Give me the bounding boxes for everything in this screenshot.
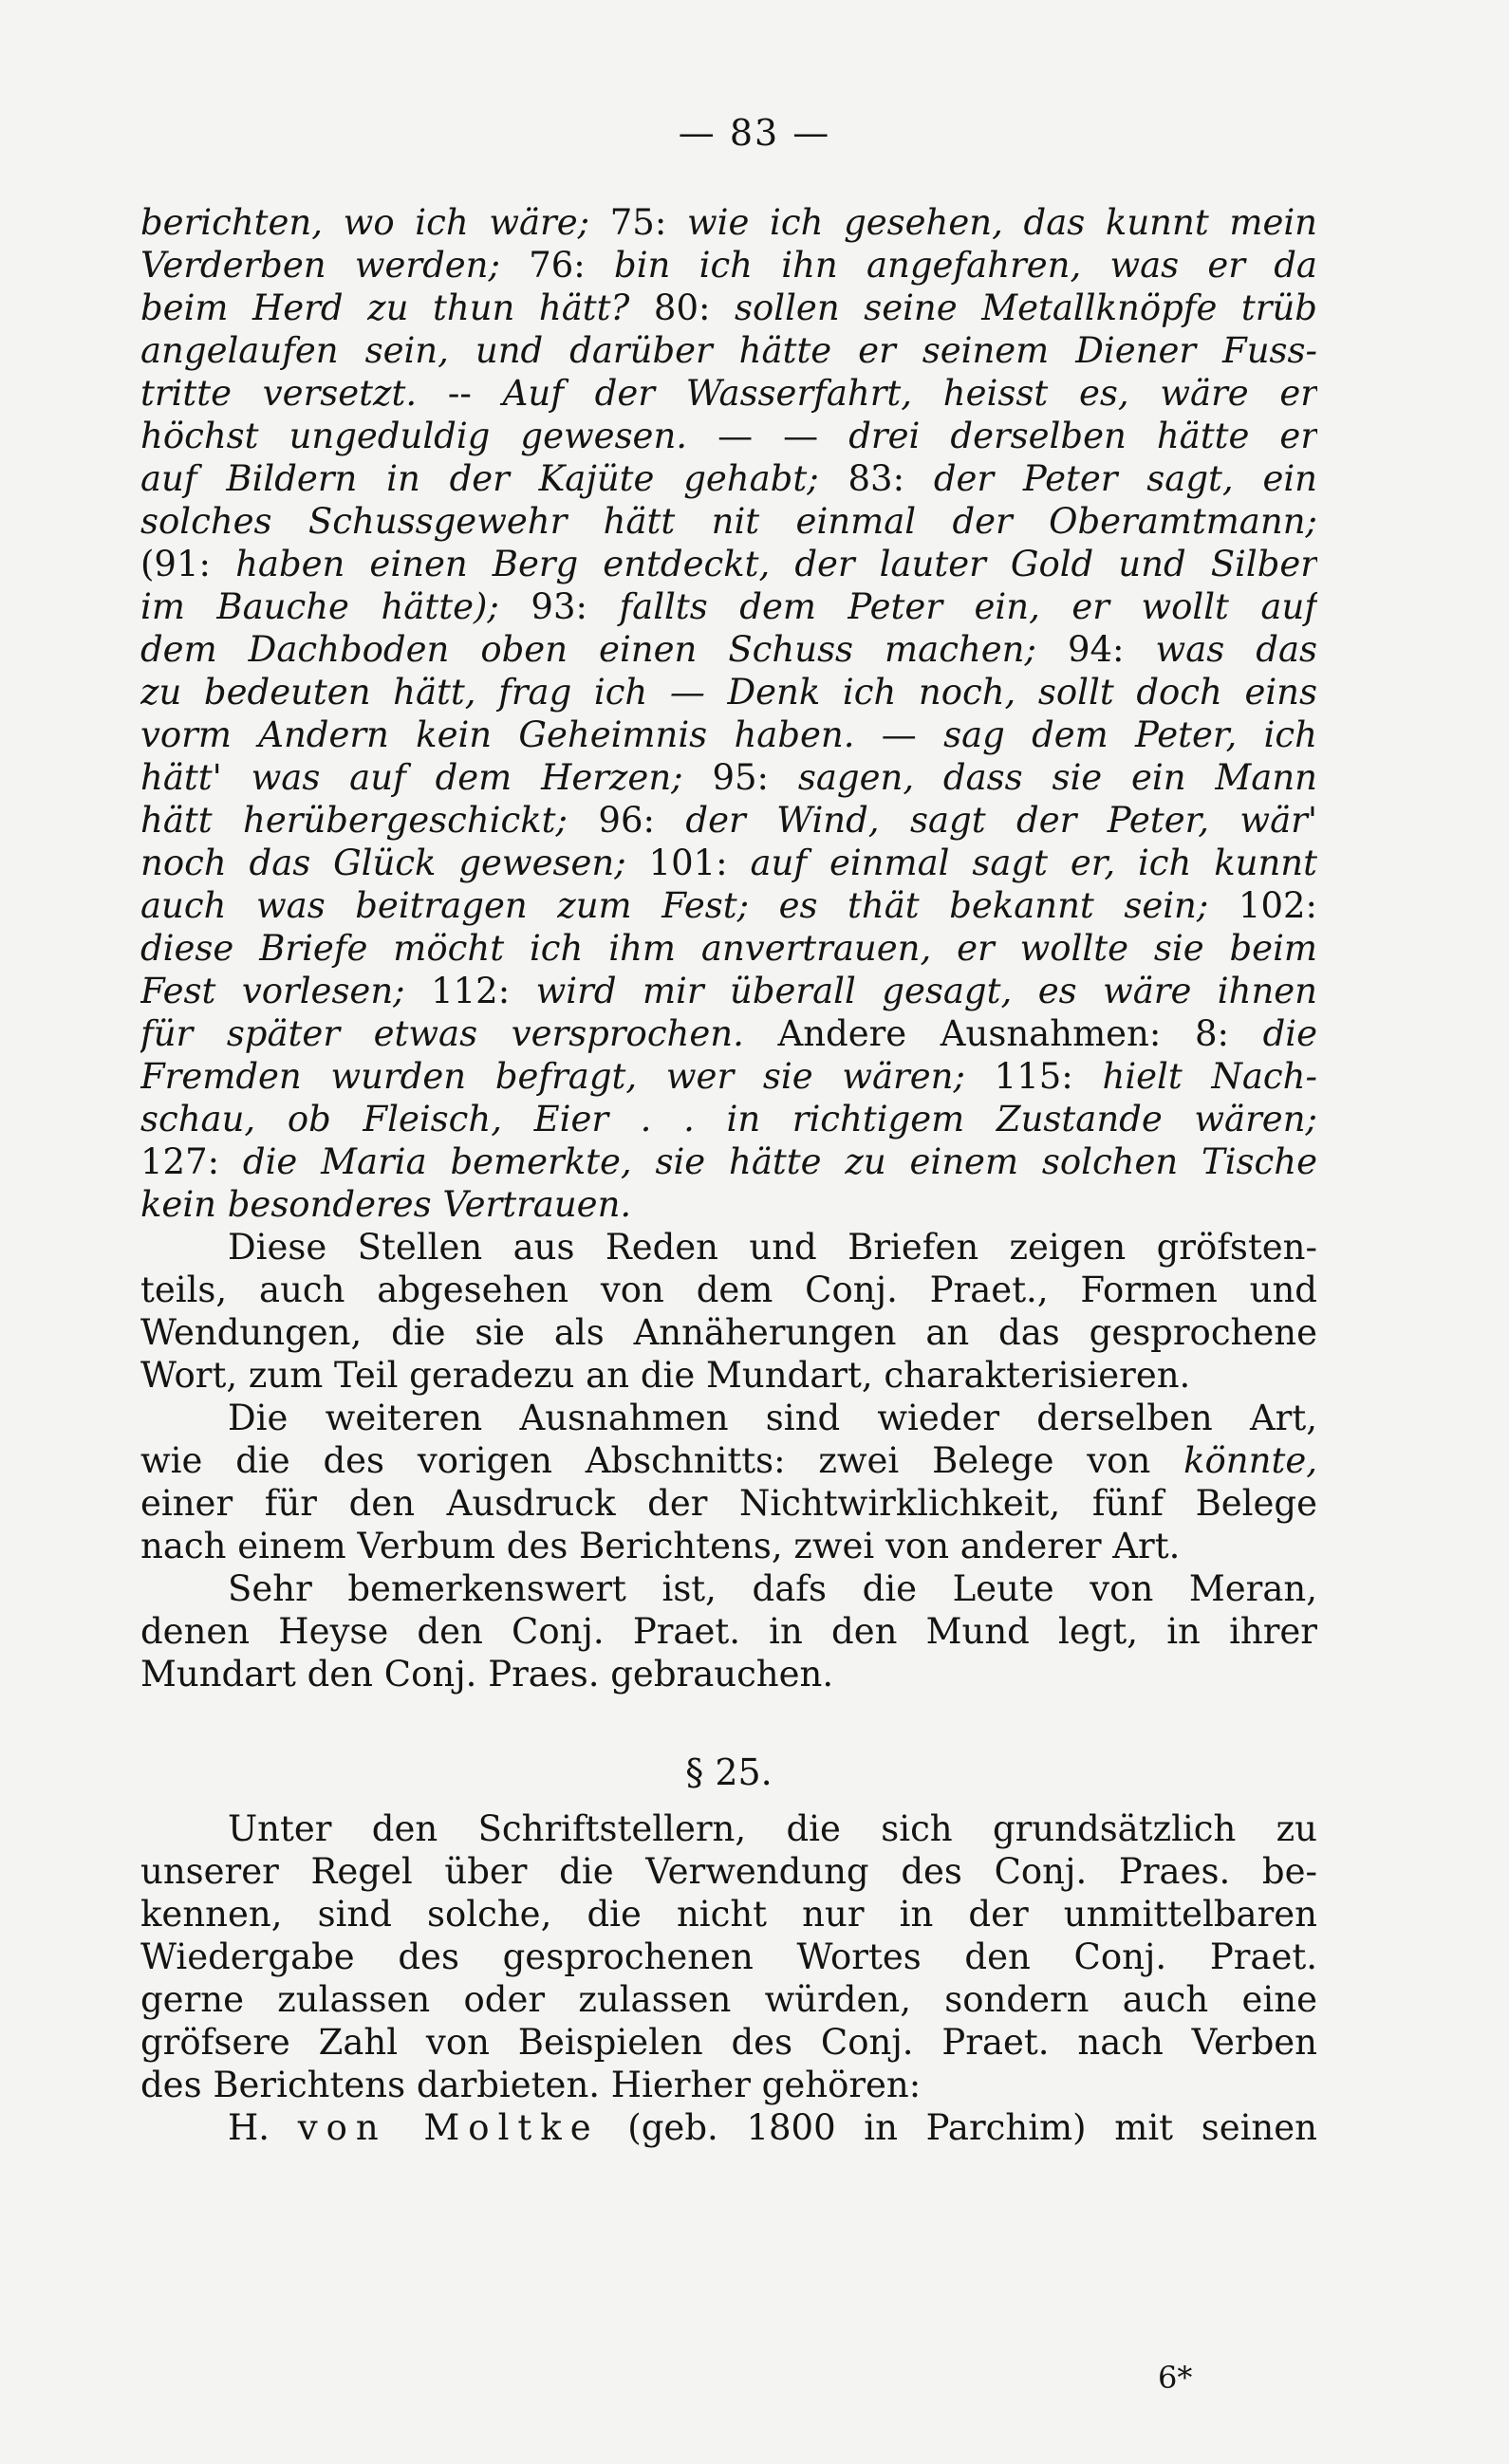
text-segment: einer für den Ausdruck der Nichtwirklichkeit, fünf Belege bbox=[140, 1483, 1317, 1524]
text-segment: H. bbox=[228, 2107, 298, 2148]
paragraph-moltke bbox=[140, 2106, 1317, 2149]
text-segment: auf einmal sagt er, ich kunnt bbox=[750, 843, 1317, 883]
text-segment: tritte versetzt. bbox=[140, 373, 448, 414]
text-line bbox=[140, 1978, 1317, 2021]
text-line bbox=[140, 1397, 1317, 1439]
text-line bbox=[140, 1140, 1317, 1183]
text-line bbox=[140, 1807, 1317, 1850]
text-segment: Sehr bemerkenswert ist, dafs die Leute von Meran, bbox=[228, 1568, 1317, 1609]
text-segment: Andere Ausnahmen: 8: bbox=[777, 1013, 1263, 1054]
text-line bbox=[140, 372, 1317, 415]
text-segment: die bbox=[1262, 1013, 1317, 1054]
text-segment: auf Bildern in der Kajüte gehabt; bbox=[140, 458, 848, 499]
text-segment: sollen seine Metallknöpfe trüb bbox=[735, 287, 1317, 328]
text-line bbox=[140, 329, 1317, 372]
text-line bbox=[140, 1311, 1317, 1354]
text-segment: fallts dem Peter ein, er wollt auf bbox=[619, 586, 1317, 627]
text-segment: gerne zulassen oder zulassen würden, sondern auch eine bbox=[140, 1979, 1317, 2020]
text-segment: schau, ob Fleisch, Eier . . in richtigem Zustande wären; bbox=[140, 1099, 1317, 1139]
text-segment: teils, auch abgesehen von dem Conj. Praet., Formen und bbox=[140, 1269, 1317, 1310]
text-segment: Diese Stellen aus Reden und Briefen zeigen gröfsten- bbox=[228, 1227, 1317, 1268]
text-segment: Auf der Wasserfahrt, heisst es, wäre er bbox=[502, 373, 1317, 414]
text-segment: im Bauche hätte); bbox=[140, 586, 531, 627]
text-segment: unserer Regel über die Verwendung des Conj. Praes. be- bbox=[140, 1851, 1317, 1892]
page-number: — 83 — bbox=[678, 112, 831, 154]
signature-mark: 6* bbox=[1158, 2360, 1193, 2396]
text-segment: denen Heyse den Conj. Praet. in den Mund legt, in ihrer bbox=[140, 1611, 1317, 1652]
text-segment: könnte, bbox=[1183, 1440, 1317, 1481]
text-line bbox=[140, 1055, 1317, 1098]
paragraph-exceptions bbox=[140, 1397, 1317, 1567]
text-segment: Verderben werden; bbox=[140, 245, 530, 286]
text-segment: vorm Andern kein Geheimnis haben. bbox=[140, 714, 882, 755]
text-segment: Wendungen, die sie als Annäherungen an das gesprochene bbox=[140, 1312, 1317, 1353]
text-segment: für später etwas versprochen. bbox=[140, 1013, 778, 1054]
text-segment: dem Dachboden oben einen Schuss machen; bbox=[140, 629, 1068, 670]
text-line bbox=[140, 2064, 1317, 2106]
text-segment: hätt herübergeschickt; bbox=[140, 800, 599, 841]
text-segment: Wiedergabe des gesprochenen Wortes den Conj. Praet. bbox=[140, 1936, 1317, 1977]
text-segment: berichten, wo ich wäre; bbox=[140, 202, 610, 243]
text-segment: -- bbox=[447, 373, 503, 414]
text-segment: gröfsere Zahl von Beispielen des Conj. Praet. nach Verben bbox=[140, 2022, 1317, 2063]
text-line bbox=[140, 415, 1317, 457]
text-segment: angelaufen sein, und darüber hätte er seinem Diener Fuss- bbox=[140, 330, 1317, 371]
text-segment: 112: bbox=[431, 971, 536, 1011]
text-line bbox=[140, 628, 1317, 671]
text-segment: hielt Nach- bbox=[1102, 1056, 1317, 1097]
text-line bbox=[140, 842, 1317, 884]
text-line bbox=[140, 2021, 1317, 2064]
paragraph-quotes bbox=[140, 201, 1317, 1226]
text-line bbox=[140, 244, 1317, 287]
text-segment: 101: bbox=[648, 843, 751, 883]
text-segment: kennen, sind solche, die nicht nur in der unmittelbaren bbox=[140, 1894, 1317, 1935]
text-segment: wird mir überall gesagt, es wäre ihnen bbox=[535, 971, 1317, 1011]
text-segment: 83: bbox=[848, 458, 934, 499]
page-body bbox=[140, 201, 1317, 2149]
text-segment: haben einen Berg entdeckt, der lauter Gold und Silber bbox=[235, 544, 1317, 584]
text-line bbox=[140, 1439, 1317, 1482]
text-line bbox=[140, 201, 1317, 244]
text-line bbox=[140, 1936, 1317, 1978]
text-line bbox=[140, 1567, 1317, 1610]
text-line bbox=[140, 671, 1317, 713]
text-line bbox=[140, 970, 1317, 1012]
text-segment: höchst ungeduldig gewesen. bbox=[140, 416, 718, 456]
text-segment: bin ich ihn angefahren, was er da bbox=[614, 245, 1317, 286]
text-line bbox=[140, 1183, 1317, 1226]
text-segment: 75: bbox=[609, 202, 687, 243]
text-line bbox=[140, 2106, 1317, 2149]
text-line bbox=[140, 713, 1317, 756]
text-segment: wie die des vorigen Abschnitts: zwei Belege von bbox=[140, 1440, 1184, 1481]
text-line bbox=[140, 1525, 1317, 1567]
text-line bbox=[140, 1098, 1317, 1140]
text-line bbox=[140, 1354, 1317, 1397]
text-line bbox=[140, 799, 1317, 842]
text-line bbox=[140, 1850, 1317, 1893]
text-segment: 115: bbox=[994, 1056, 1103, 1097]
text-segment: 93: bbox=[531, 586, 620, 627]
text-segment: — — bbox=[717, 416, 849, 456]
text-segment: sagen, dass sie ein Mann bbox=[797, 757, 1317, 798]
text-segment: kein besonderes Vertrauen. bbox=[140, 1184, 632, 1225]
text-segment: Fest vorlesen; bbox=[140, 971, 432, 1011]
text-segment: 76: bbox=[529, 245, 615, 286]
text-segment: Fremden wurden befragt, wer sie wären; bbox=[140, 1056, 995, 1097]
text-segment: 96: bbox=[598, 800, 686, 841]
text-segment: Unter den Schriftstellern, die sich grundsätzlich zu bbox=[228, 1808, 1317, 1849]
text-line bbox=[140, 585, 1317, 628]
text-segment: des Berichtens darbieten. Hierher gehören: bbox=[140, 2065, 922, 2105]
text-segment: der Peter sagt, ein bbox=[933, 458, 1317, 499]
text-line bbox=[140, 500, 1317, 543]
text-segment: zu bedeuten hätt, frag ich — Denk ich noch, sollt doch eins bbox=[140, 672, 1317, 713]
text-segment: Wort, zum Teil geradezu an die Mundart, charakterisieren. bbox=[140, 1355, 1191, 1396]
text-line bbox=[140, 1226, 1317, 1269]
text-line bbox=[140, 457, 1317, 500]
text-segment: 102: bbox=[1238, 885, 1317, 926]
text-line bbox=[140, 1893, 1317, 1936]
text-segment: sag dem Peter, ich bbox=[943, 714, 1317, 755]
text-line bbox=[140, 1269, 1317, 1311]
text-segment: 80: bbox=[653, 287, 735, 328]
text-segment: (geb. 1800 in Parchim) mit seinen bbox=[599, 2107, 1317, 2148]
text-segment: 94: bbox=[1067, 629, 1156, 670]
text-line bbox=[140, 756, 1317, 799]
text-segment: drei derselben hätte er bbox=[848, 416, 1317, 456]
text-line bbox=[140, 927, 1317, 970]
section-heading: § 25. bbox=[685, 1751, 773, 1793]
text-segment: Mundart den Conj. Praes. gebrauchen. bbox=[140, 1654, 834, 1695]
text-segment: hätt' was auf dem Herzen; bbox=[140, 757, 713, 798]
text-line bbox=[140, 1653, 1317, 1695]
text-segment: nach einem Verbum des Berichtens, zwei von anderer Art. bbox=[140, 1526, 1181, 1566]
text-segment: diese Briefe möcht ich ihm anvertrauen, er wollte sie beim bbox=[140, 928, 1317, 969]
text-segment: 127: bbox=[140, 1141, 243, 1182]
text-segment: (91: bbox=[140, 544, 236, 584]
text-line bbox=[140, 1610, 1317, 1653]
text-line bbox=[140, 1012, 1317, 1055]
paragraph-summary bbox=[140, 1226, 1317, 1397]
text-line bbox=[140, 1482, 1317, 1525]
text-segment: die Maria bemerkte, sie hätte zu einem solchen Tische bbox=[242, 1141, 1317, 1182]
text-segment: der Wind, sagt der Peter, wär' bbox=[685, 800, 1317, 841]
text-segment: wie ich gesehen, das kunnt mein bbox=[686, 202, 1317, 243]
text-line bbox=[140, 543, 1317, 585]
text-segment: was das bbox=[1155, 629, 1317, 670]
paragraph-meran bbox=[140, 1567, 1317, 1695]
text-segment: von Moltke bbox=[297, 2107, 600, 2148]
text-segment: — bbox=[881, 714, 944, 755]
text-line bbox=[140, 884, 1317, 927]
text-line bbox=[140, 287, 1317, 329]
text-segment: 95: bbox=[712, 757, 798, 798]
text-segment: auch was beitragen zum Fest; es thät bekannt sein; bbox=[140, 885, 1239, 926]
text-segment: beim Herd zu thun hätt? bbox=[140, 287, 654, 328]
paragraph-writers bbox=[140, 1807, 1317, 2106]
text-segment: noch das Glück gewesen; bbox=[140, 843, 649, 883]
text-segment: solches Schussgewehr hätt nit einmal der Oberamtmann; bbox=[140, 501, 1317, 542]
text-segment: Die weiteren Ausnahmen sind wieder derselben Art, bbox=[228, 1398, 1317, 1438]
